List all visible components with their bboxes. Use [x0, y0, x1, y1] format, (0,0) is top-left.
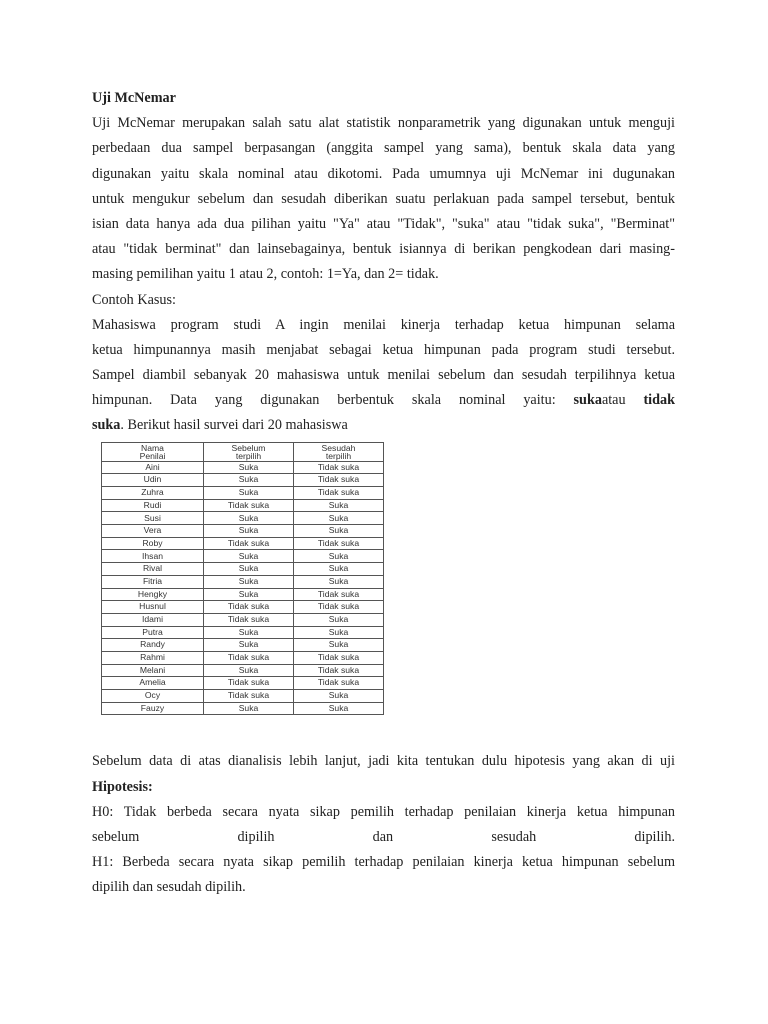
cell-after: Suka [294, 512, 384, 525]
table-row [102, 702, 384, 715]
table-row [102, 563, 384, 576]
hypothesis-section [92, 749, 675, 900]
cell-before: Tidak suka [204, 613, 294, 626]
cell-name: Idami [102, 613, 204, 626]
cell-before: Suka [204, 487, 294, 500]
table-header-row [102, 442, 384, 461]
table-row [102, 639, 384, 652]
cell-before: Tidak suka [204, 677, 294, 690]
cell-before: Tidak suka [204, 690, 294, 703]
table-row [102, 690, 384, 703]
paragraph-line: ketua himpunannya masih menjabat sebagai ketua himpunan pada program studi tersebut. [92, 341, 675, 358]
cell-after: Tidak suka [294, 664, 384, 677]
cell-name: Aini [102, 461, 204, 474]
cell-before: Suka [204, 563, 294, 576]
document-title: Uji McNemar [92, 90, 176, 106]
table-row [102, 588, 384, 601]
line-text: atau [601, 392, 644, 409]
cell-after: Tidak suka [294, 588, 384, 601]
survey-table-container [101, 442, 383, 716]
table-body [102, 461, 384, 715]
cell-before: Suka [204, 461, 294, 474]
paragraph-line: digunakan yaitu skala nominal atau dikotomi. Pada umumnya uji McNemar ini dugunakan [92, 165, 675, 182]
header-after: Sesudah terpilih [294, 442, 384, 461]
cell-name: Susi [102, 512, 204, 525]
cell-before: Suka [204, 525, 294, 538]
cell-name: Ocy [102, 690, 204, 703]
table-row [102, 664, 384, 677]
cell-name: Amelia [102, 677, 204, 690]
table-row [102, 537, 384, 550]
header-name: Nama Penilai [102, 442, 204, 461]
table-row [102, 461, 384, 474]
cell-before: Suka [204, 474, 294, 487]
header-before: Sebelum terpilih [204, 442, 294, 461]
cell-name: Fitria [102, 575, 204, 588]
cell-before: Suka [204, 550, 294, 563]
table-row [102, 525, 384, 538]
paragraph-line: Uji McNemar merupakan salah satu alat statistik nonparametrik yang digunakan untuk menguji [92, 115, 675, 132]
hypothesis-heading: Hipotesis: [92, 778, 153, 795]
table-row [102, 575, 384, 588]
h0-line: H0: Tidak berbeda secara nyata sikap pemilih terhadap penilaian kinerja ketua himpunan [92, 803, 675, 820]
cell-before: Suka [204, 664, 294, 677]
cell-name: Ihsan [102, 550, 204, 563]
cell-name: Putra [102, 626, 204, 639]
bold-term: suka [92, 417, 121, 434]
paragraph-line: Sebelum data di atas dianalisis lebih lanjut, jadi kita tentukan dulu hipotesis yang akan di uji [92, 753, 675, 770]
table-row [102, 487, 384, 500]
line-text: . Berikut hasil survei dari 20 mahasiswa [120, 417, 348, 434]
h0-line: sebelum dipilih dan sesudah dipilih. [92, 828, 675, 845]
paragraph-line: masing pemilihan yaitu 1 atau 2, contoh: 1=Ya, dan 2= tidak. [92, 266, 439, 283]
cell-after: Suka [294, 563, 384, 576]
paragraph-line: Mahasiswa program studi A ingin menilai kinerja terhadap ketua himpunan selama [92, 316, 675, 333]
cell-after: Suka [294, 626, 384, 639]
cell-after: Suka [294, 499, 384, 512]
cell-after: Tidak suka [294, 601, 384, 614]
cell-name: Rival [102, 563, 204, 576]
cell-after: Tidak suka [294, 537, 384, 550]
paragraph-line: untuk mengukur sebelum dan sesudah diberikan suatu perlakuan pada sampel tersebut, bentuk [92, 190, 675, 207]
cell-name: Rudi [102, 499, 204, 512]
cell-before: Suka [204, 512, 294, 525]
h1-line: dipilih dan sesudah dipilih. [92, 879, 246, 896]
table-row [102, 626, 384, 639]
paragraph-line: isian data hanya ada dua pilihan yaitu "Ya" atau "Tidak", "suka" atau "tidak suka", "Berminat" [92, 215, 675, 232]
cell-before: Suka [204, 626, 294, 639]
cell-after: Suka [294, 613, 384, 626]
cell-name: Husnul [102, 601, 204, 614]
cell-name: Zuhra [102, 487, 204, 500]
cell-after: Tidak suka [294, 461, 384, 474]
h1-line: H1: Berbeda secara nyata sikap pemilih terhadap penilaian kinerja ketua himpunan sebelum [92, 854, 675, 871]
table-row [102, 601, 384, 614]
bold-term: suka [573, 392, 602, 409]
cell-name: Randy [102, 639, 204, 652]
cell-after: Suka [294, 550, 384, 563]
cell-before: Suka [204, 588, 294, 601]
case-paragraph [92, 313, 675, 439]
document-page [92, 86, 675, 901]
cell-before: Tidak suka [204, 537, 294, 550]
cell-name: Fauzy [102, 702, 204, 715]
cell-before: Suka [204, 639, 294, 652]
table-row [102, 512, 384, 525]
cell-after: Tidak suka [294, 677, 384, 690]
cell-after: Suka [294, 690, 384, 703]
line-text: himpunan. Data yang digunakan berbentuk skala nominal yaitu: [92, 392, 574, 409]
table-row [102, 474, 384, 487]
cell-after: Suka [294, 639, 384, 652]
table-row [102, 499, 384, 512]
cell-before: Tidak suka [204, 499, 294, 512]
cell-after: Suka [294, 702, 384, 715]
cell-name: Roby [102, 537, 204, 550]
case-heading: Contoh Kasus: [92, 291, 176, 308]
cell-before: Tidak suka [204, 601, 294, 614]
table-row [102, 550, 384, 563]
intro-paragraph [92, 111, 675, 287]
cell-after: Tidak suka [294, 651, 384, 664]
cell-name: Hengky [102, 588, 204, 601]
paragraph-line: Sampel diambil sebanyak 20 mahasiswa untuk menilai sebelum dan sesudah terpilihnya ketua [92, 367, 675, 384]
bold-term: tidak [643, 392, 675, 409]
cell-before: Tidak suka [204, 651, 294, 664]
survey-table [101, 442, 384, 716]
cell-after: Suka [294, 575, 384, 588]
cell-before: Suka [204, 575, 294, 588]
paragraph-line: atau "tidak berminat" dan lainsebagainya, bentuk isiannya di berikan pengkodean dari masing- [92, 241, 675, 258]
cell-name: Udin [102, 474, 204, 487]
table-row [102, 651, 384, 664]
cell-after: Suka [294, 525, 384, 538]
paragraph-line [92, 413, 675, 438]
cell-name: Vera [102, 525, 204, 538]
paragraph-line: perbedaan dua sampel berpasangan (anggita sampel yang sama), bentuk skala data yang [92, 140, 675, 157]
table-row [102, 677, 384, 690]
cell-name: Rahmi [102, 651, 204, 664]
table-row [102, 613, 384, 626]
cell-after: Tidak suka [294, 474, 384, 487]
cell-after: Tidak suka [294, 487, 384, 500]
cell-name: Melani [102, 664, 204, 677]
paragraph-line [92, 388, 675, 413]
cell-before: Suka [204, 702, 294, 715]
